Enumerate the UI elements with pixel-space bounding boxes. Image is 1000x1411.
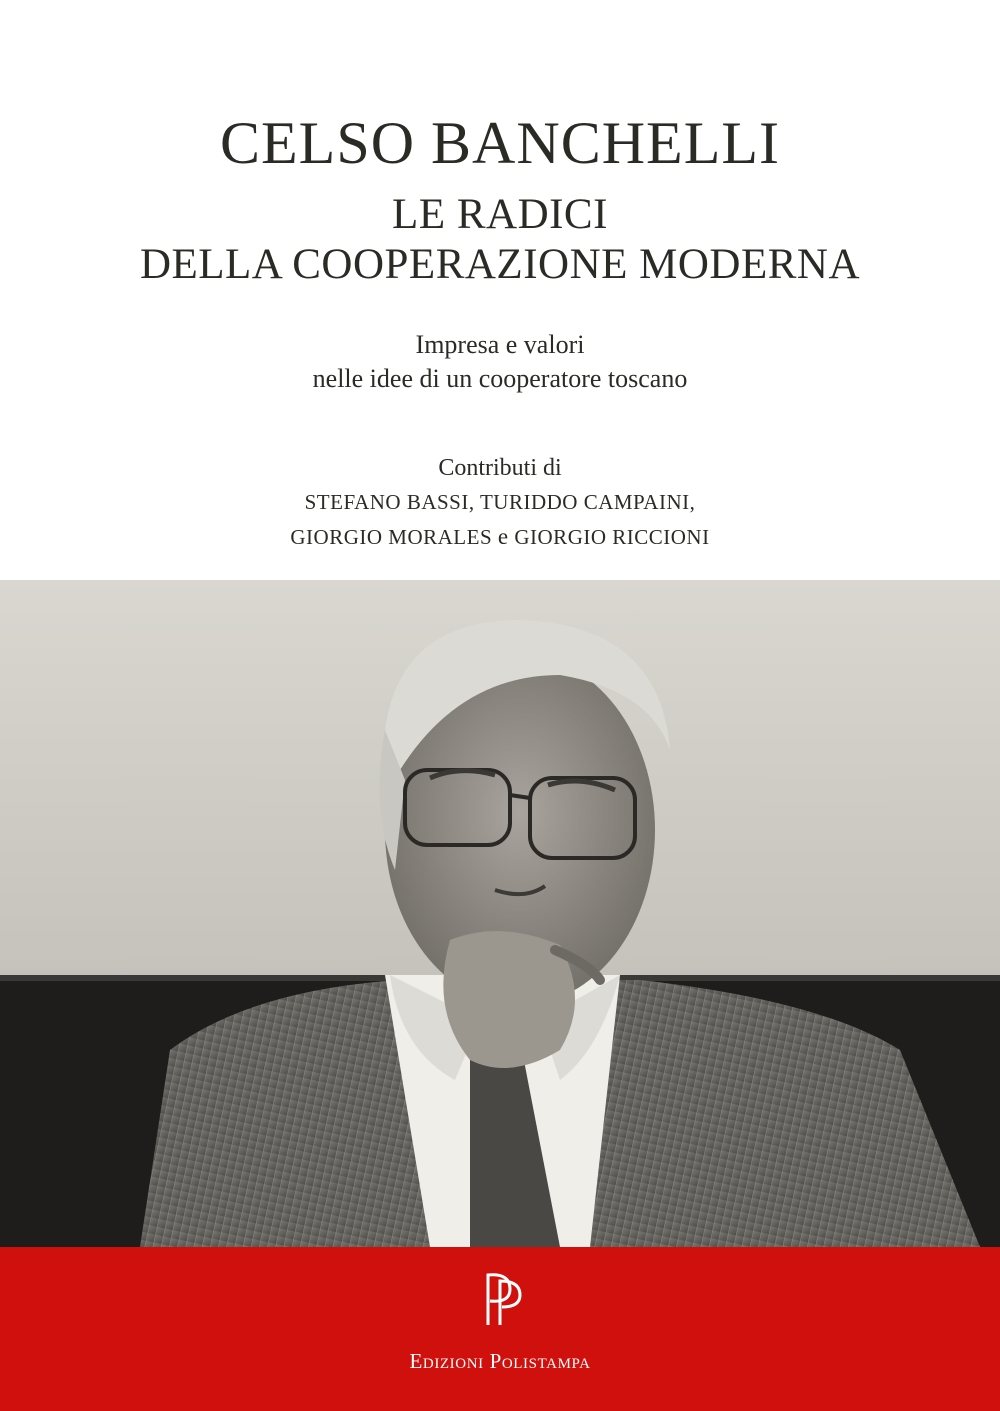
contributors-line-1: STEFANO BASSI, TURIDDO CAMPAINI, xyxy=(304,490,696,514)
publisher-band xyxy=(0,1247,1000,1411)
publisher-logo-icon xyxy=(470,1269,530,1329)
contributor-conjunction: e xyxy=(497,524,509,549)
publisher-name: Edizioni Polistampa xyxy=(409,1349,591,1373)
contributor-name: GIORGIO RICCIONI xyxy=(514,525,710,549)
author-name: CELSO BANCHELLI xyxy=(220,110,780,176)
subtitle-line-1: Impresa e valori xyxy=(415,330,585,359)
title-line-2: DELLA COOPERAZIONE MODERNA xyxy=(139,241,861,288)
contributor-name: GIORGIO MORALES xyxy=(290,525,493,549)
contributions-label: Contributi di xyxy=(438,455,562,481)
portrait-photo xyxy=(0,580,1000,1247)
title-line-1: LE RADICI xyxy=(392,191,608,238)
subtitle-line-2: nelle idee di un cooperatore toscano xyxy=(312,364,688,393)
contributors-line-2 xyxy=(0,523,1000,551)
